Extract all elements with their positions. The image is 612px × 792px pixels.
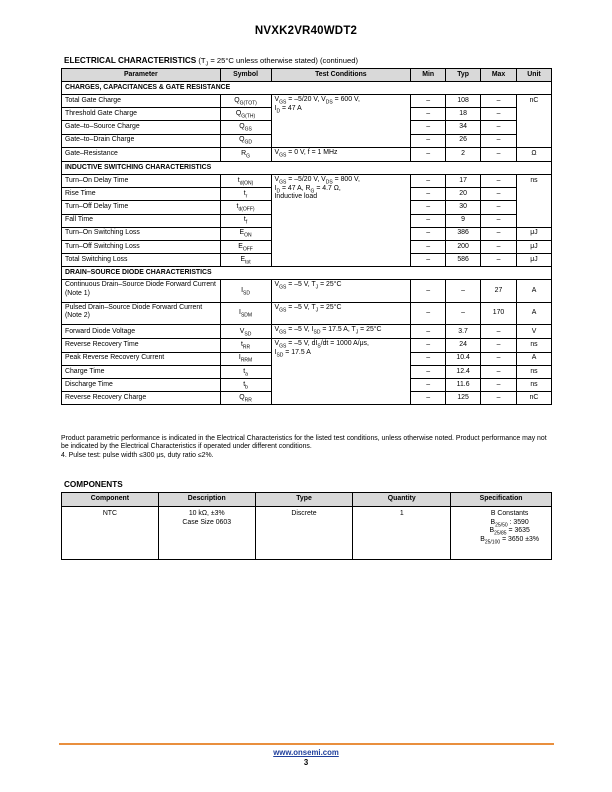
unit: A [516, 302, 551, 325]
note-4: 4. Pulse test: pulse width ≤300 μs, duty ratio ≤2%. [61, 451, 214, 459]
param: Charge Time [62, 365, 221, 378]
col-min: Min [411, 69, 446, 82]
min: – [411, 254, 446, 267]
symbol: $I_{RRM}$ [220, 352, 271, 365]
symbol: $t_{d(ON)}$ [220, 174, 271, 187]
table-row [62, 507, 552, 560]
min: – [411, 188, 446, 201]
min: – [411, 201, 446, 214]
typ: 11.6 [446, 379, 481, 392]
notes [61, 435, 556, 460]
table-row [62, 174, 552, 187]
min: – [411, 352, 446, 365]
test-condition: $V_{GS} = -5/20$ V, $V_{DS} = 600$ V, $I_D = 47$ A [271, 95, 411, 148]
min: – [411, 134, 446, 147]
unit: μJ [516, 240, 551, 253]
col-specification: Specification [451, 493, 552, 507]
table-header-row [62, 69, 552, 82]
symbol: $I_{SDM}$ [220, 302, 271, 325]
max: – [481, 365, 517, 378]
symbol: $t_a$ [220, 365, 271, 378]
max: – [481, 147, 517, 161]
symbol: $Q_{GS}$ [220, 121, 271, 134]
max: – [481, 254, 517, 267]
max: – [481, 201, 517, 214]
min: – [411, 365, 446, 378]
component: NTC [62, 507, 159, 560]
param: Rise Time [62, 188, 221, 201]
max: – [481, 352, 517, 365]
min: – [411, 302, 446, 325]
param: Turn–Off Delay Time [62, 201, 221, 214]
max: – [481, 392, 517, 405]
symbol: $t_f$ [220, 214, 271, 227]
symbol: $Q_{G(TOT)}$ [220, 95, 271, 108]
unit: ns [516, 365, 551, 378]
typ: 200 [446, 240, 481, 253]
param: Fall Time [62, 214, 221, 227]
table-row [62, 95, 552, 108]
col-typ: Typ [446, 69, 481, 82]
typ: 586 [446, 254, 481, 267]
table-header-row [62, 493, 552, 507]
table-row [62, 339, 552, 352]
unit: nC [516, 392, 551, 405]
note-general: Product parametric performance is indicated in the Electrical Characteristics for the listed test conditions, unless otherwise noted. Product performance may not be indicated by the Electrical Characteristics if operated under different conditions. [61, 435, 547, 451]
col-component: Component [62, 493, 159, 507]
param: Reverse Recovery Time [62, 339, 221, 352]
quantity: 1 [353, 507, 451, 560]
min: – [411, 339, 446, 352]
typ: 2 [446, 147, 481, 161]
min: – [411, 240, 446, 253]
unit: V [516, 325, 551, 339]
param: Total Switching Loss [62, 254, 221, 267]
typ: – [446, 280, 481, 303]
components-title: COMPONENTS [64, 480, 123, 489]
param: Turn–Off Switching Loss [62, 240, 221, 253]
symbol: $I_{SD}$ [220, 280, 271, 303]
col-unit: Unit [516, 69, 551, 82]
symbol: $Q_{RR}$ [220, 392, 271, 405]
min: – [411, 121, 446, 134]
min: – [411, 147, 446, 161]
max: – [481, 134, 517, 147]
min: – [411, 108, 446, 121]
symbol: $E_{tot}$ [220, 254, 271, 267]
specification: B Constants $B_{25/50}$ : 3590 $B_{25/85} = 3635$ $B_{25/100} = 3650 \pm 3\%$ [451, 507, 552, 560]
max: – [481, 174, 517, 187]
typ: 10.4 [446, 352, 481, 365]
param: Reverse Recovery Charge [62, 392, 221, 405]
param: Gate–to–Drain Charge [62, 134, 221, 147]
max: – [481, 325, 517, 339]
max: 170 [481, 302, 517, 325]
param: Gate–to–Source Charge [62, 121, 221, 134]
max: – [481, 339, 517, 352]
test-condition: $V_{GS} = -5$ V, $I_{SD} = 17.5$ A, $T_J = 25^\circ C$ [271, 325, 411, 339]
unit: ns [516, 339, 551, 352]
param: Total Gate Charge [62, 95, 221, 108]
typ: 9 [446, 214, 481, 227]
max: – [481, 121, 517, 134]
typ: 18 [446, 108, 481, 121]
test-condition: $V_{GS} = -5$ V, $dI_S/dt = 1000$ A/μs, $I_{SD} = 17.5$ A [271, 339, 411, 405]
unit: A [516, 280, 551, 303]
table-row [62, 147, 552, 161]
min: – [411, 379, 446, 392]
unit: ns [516, 379, 551, 392]
test-condition: $V_{GS} = -5$ V, $T_J = 25^\circ C$ [271, 280, 411, 303]
param: Turn–On Switching Loss [62, 227, 221, 240]
footer-rule [59, 743, 554, 745]
group-diode: DRAIN–SOURCE DIODE CHARACTERISTICS [62, 267, 552, 280]
symbol: $Q_{GD}$ [220, 134, 271, 147]
symbol: $V_{SD}$ [220, 325, 271, 339]
symbol: $R_G$ [220, 147, 271, 161]
min: – [411, 325, 446, 339]
unit: μJ [516, 254, 551, 267]
typ: 3.7 [446, 325, 481, 339]
symbol: $Q_{G(TH)}$ [220, 108, 271, 121]
type: Discrete [255, 507, 353, 560]
max: – [481, 108, 517, 121]
col-quantity: Quantity [353, 493, 451, 507]
table-row [62, 280, 552, 303]
min: – [411, 214, 446, 227]
unit: μJ [516, 227, 551, 240]
symbol: $t_{d(OFF)}$ [220, 201, 271, 214]
min: – [411, 174, 446, 187]
max: – [481, 188, 517, 201]
param: Continuous Drain–Source Diode Forward Current (Note 1) [62, 280, 221, 303]
symbol: $t_b$ [220, 379, 271, 392]
typ: 108 [446, 95, 481, 108]
group-switching: INDUCTIVE SWITCHING CHARACTERISTICS [62, 161, 552, 174]
typ: 386 [446, 227, 481, 240]
param: Turn–On Delay Time [62, 174, 221, 187]
symbol: $E_{OFF}$ [220, 240, 271, 253]
typ: – [446, 302, 481, 325]
max: – [481, 95, 517, 108]
symbol: $t_r$ [220, 188, 271, 201]
unit: nC [516, 95, 551, 148]
col-type: Type [255, 493, 353, 507]
unit: A [516, 352, 551, 365]
table-row [62, 325, 552, 339]
max: – [481, 240, 517, 253]
page-number: 3 [303, 758, 309, 767]
part-number: NVXK2VR40WDT2 [254, 25, 358, 37]
test-condition: $V_{GS} = -5/20$ V, $V_{DS} = 800$ V, $I_D = 47$ A, $R_G = 4.7$ Ω, Inductive load [271, 174, 411, 266]
typ: 34 [446, 121, 481, 134]
electrical-characteristics-table [61, 68, 552, 405]
min: – [411, 280, 446, 303]
min: – [411, 227, 446, 240]
typ: 24 [446, 339, 481, 352]
col-test-conditions: Test Conditions [271, 69, 411, 82]
unit: ns [516, 174, 551, 227]
param: Forward Diode Voltage [62, 325, 221, 339]
electrical-characteristics-title: ELECTRICAL CHARACTERISTICS ($T_J = 25^\circ C$ unless otherwise stated) (continued) [64, 56, 358, 68]
max: – [481, 214, 517, 227]
max: 27 [481, 280, 517, 303]
typ: 17 [446, 174, 481, 187]
typ: 12.4 [446, 365, 481, 378]
min: – [411, 392, 446, 405]
param: Gate–Resistance [62, 147, 221, 161]
max: – [481, 379, 517, 392]
group-charges: CHARGES, CAPACITANCES & GATE RESISTANCE [62, 82, 552, 95]
col-description: Description [158, 493, 255, 507]
col-max: Max [481, 69, 517, 82]
typ: 20 [446, 188, 481, 201]
test-condition: $V_{GS} = -5$ V, $T_J = 25^\circ C$ [271, 302, 411, 325]
param: Pulsed Drain–Source Diode Forward Current (Note 2) [62, 302, 221, 325]
param: Peak Reverse Recovery Current [62, 352, 221, 365]
components-table [61, 492, 552, 560]
min: – [411, 95, 446, 108]
test-condition: $V_{GS} = 0$ V, f = 1 MHz [271, 147, 411, 161]
param: Threshold Gate Charge [62, 108, 221, 121]
typ: 30 [446, 201, 481, 214]
param: Discharge Time [62, 379, 221, 392]
table-row [62, 302, 552, 325]
col-symbol: Symbol [220, 69, 271, 82]
description: 10 kΩ, ±3% Case Size 0603 [158, 507, 255, 560]
footer-link[interactable]: www.onsemi.com [273, 748, 339, 757]
symbol: $E_{ON}$ [220, 227, 271, 240]
symbol: $t_{RR}$ [220, 339, 271, 352]
typ: 26 [446, 134, 481, 147]
typ: 125 [446, 392, 481, 405]
col-parameter: Parameter [62, 69, 221, 82]
max: – [481, 227, 517, 240]
unit: Ω [516, 147, 551, 161]
